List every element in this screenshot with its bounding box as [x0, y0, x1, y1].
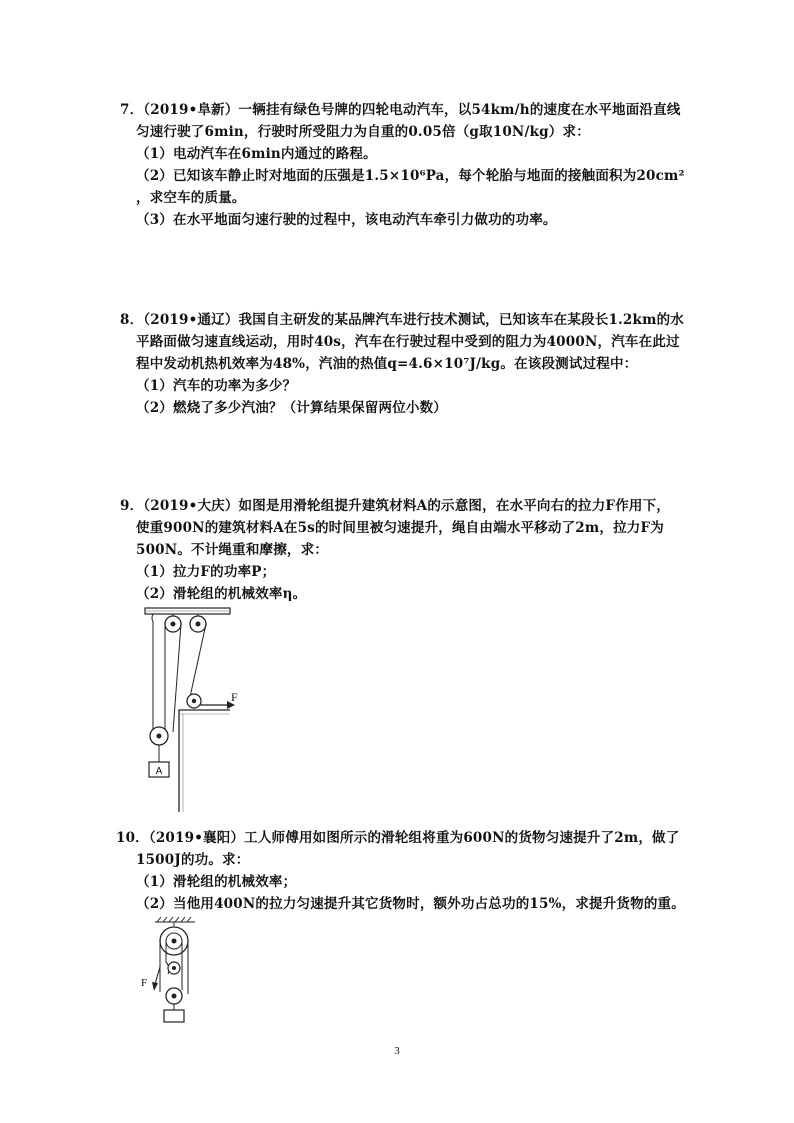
q9-sub2: （2）滑轮组的机械效率η。	[136, 586, 307, 602]
q8-stem-line2: 平路面做匀速直线运动，用时40s，汽车在行驶过程中受到的阻力为4000N，汽车在此过	[136, 334, 680, 350]
label-F: F	[231, 690, 238, 704]
q9-pulley-figure	[135, 600, 255, 820]
horizontal-pulley	[187, 694, 201, 708]
label-A: A	[155, 766, 163, 777]
q9-stem-line3: 500N。不计绳重和摩擦，求：	[136, 542, 329, 558]
q9-stem-line2: 使重900N的建筑材料A在5s的时间里被匀速提升，绳自由端水平移动了2m，拉力F为	[136, 520, 664, 536]
q8-sub1: （1）汽车的功率为多少？	[136, 378, 297, 394]
fixed-pulley-top	[160, 927, 188, 955]
label-F-10: F	[141, 977, 148, 989]
movable-pulley	[150, 727, 168, 762]
page-number: 3	[394, 1045, 400, 1057]
force-arrow-F	[201, 690, 238, 709]
q9-sub1: （1）拉力F的功率P；	[136, 564, 276, 580]
cargo-box	[164, 1010, 184, 1022]
q10-pulley-figure	[135, 912, 205, 1027]
q10-stem-line1: 10．（2019•襄阳）工人师傅用如图所示的滑轮组将重为600N的货物匀速提升了2m，做了	[116, 830, 680, 846]
q8-stem-line1: 8．（2019•通辽）我国自主研发的某品牌汽车进行技术测试，已知该车在某段长1.2km的水	[120, 312, 684, 328]
ledge	[179, 710, 230, 812]
fixed-pulley-left	[165, 614, 181, 632]
fixed-pulley-right	[190, 614, 206, 632]
middle-pulley	[168, 962, 180, 974]
q10-stem-line2: 1500J的功。求：	[136, 852, 250, 868]
q7-stem-line2: 匀速行驶了6min，行驶时所受阻力为自重的0.05倍（g取10N/kg）求：	[136, 124, 590, 140]
q7-stem-line1: 7．（2019•阜新）一辆挂有绿色号牌的四轮电动汽车，以54km/h的速度在水平地面沿直线	[120, 102, 681, 118]
q10-sub2: （2）当他用400N的拉力匀速提升其它货物时，额外功占总功的15%，求提升货物的重。	[136, 896, 685, 912]
q7-sub1: （1）电动汽车在6min内通过的路程。	[136, 146, 377, 162]
force-arrow-F-10	[141, 967, 160, 991]
q7-sub2-line2: ，求空车的质量。	[136, 190, 246, 206]
ceiling-hatch	[155, 917, 195, 922]
q7-sub3: （3）在水平地面匀速行驶的过程中，该电动汽车牵引力做功的功率。	[136, 212, 557, 228]
q8-sub2: （2）燃烧了多少汽油？（计算结果保留两位小数）	[136, 400, 447, 416]
q7-sub2-line1: （2）已知该车静止时对地面的压强是1.5×10⁶Pa，每个轮胎与地面的接触面积为20cm²	[136, 168, 685, 184]
q9-stem-line1: 9．（2019•大庆）如图是用滑轮组提升建筑材料A的示意图，在水平向右的拉力F作用下，	[120, 498, 671, 514]
material-A	[149, 762, 169, 777]
q10-sub1: （1）滑轮组的机械效率；	[136, 874, 297, 890]
movable-pulley-bottom	[166, 988, 182, 1010]
ceiling-beam	[145, 608, 230, 614]
q8-stem-line3: 程中发动机热机效率为48%，汽油的热值q=4.6×10⁷J/kg。在该段测试过程中：	[136, 356, 638, 372]
